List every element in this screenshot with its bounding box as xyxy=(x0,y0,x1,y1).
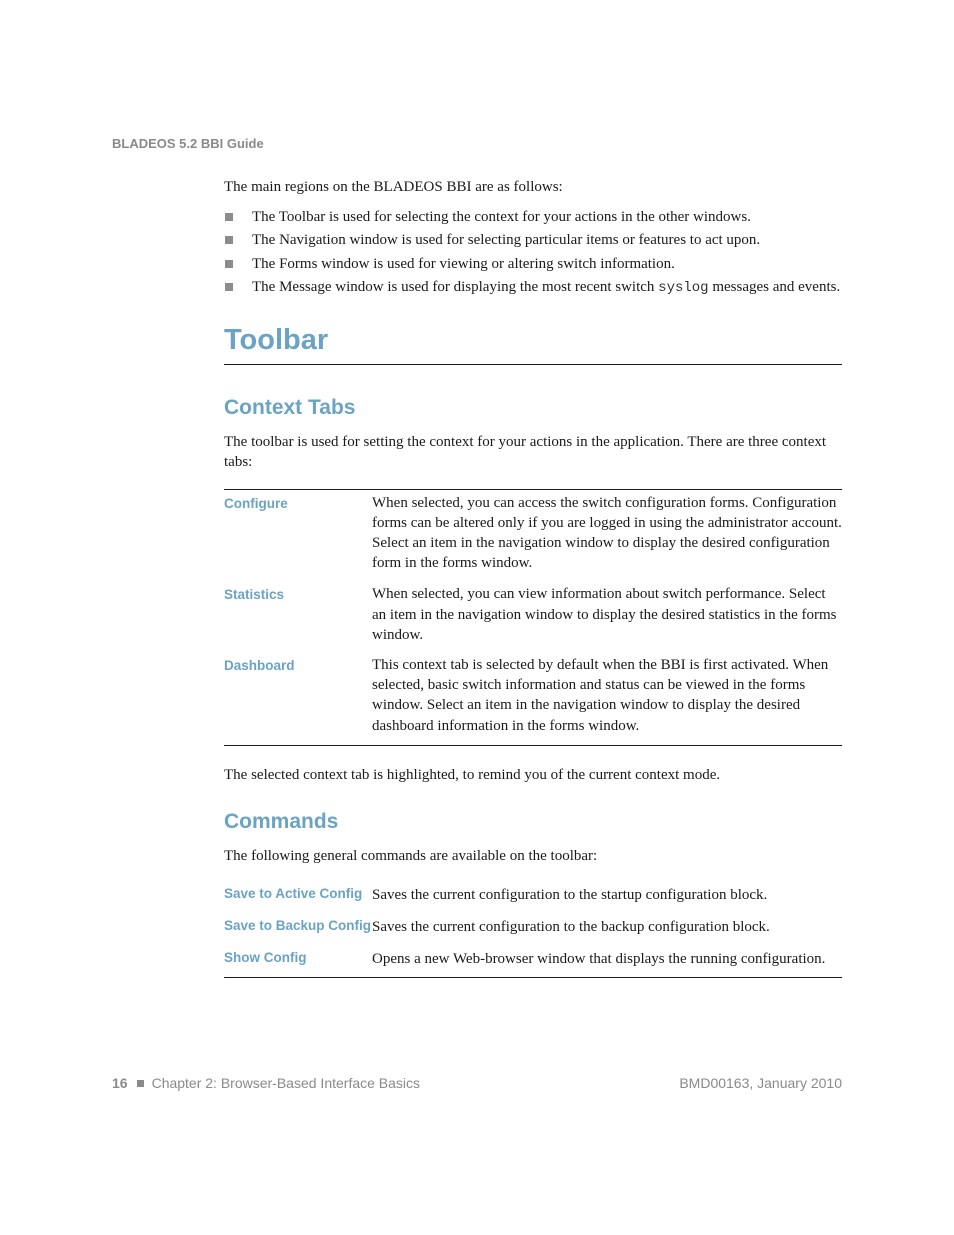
square-bullet-icon xyxy=(225,283,233,291)
description-save-to-backup-config: Saves the current configuration to the backup configuration block. xyxy=(372,918,770,935)
term-show-config: Show Config xyxy=(224,950,307,966)
list-item xyxy=(224,254,842,275)
description-save-to-active-config: Saves the current configuration to the startup configuration block. xyxy=(372,886,768,903)
square-bullet-icon xyxy=(225,260,233,268)
list-item xyxy=(224,230,842,251)
commands-table xyxy=(224,880,842,979)
square-bullet-icon xyxy=(225,236,233,244)
term-save-to-active-config: Save to Active Config xyxy=(224,885,363,901)
list-item xyxy=(224,277,842,299)
description-statistics: When selected, you can view information about switch performance. Select an item in the navigation window to display the desired statistics in the forms window. xyxy=(372,586,837,643)
list-item-text-after: messages and events. xyxy=(708,279,841,295)
list-item-text: The Toolbar is used for selecting the context for your actions in the other windows. xyxy=(252,208,751,225)
commands-intro: The following general commands are available on the toolbar: xyxy=(224,848,598,865)
description-configure: When selected, you can access the switch configuration forms. Configuration forms can be altered only if you are logged in using the administrator account. Select an item in the navigation window to display the desired configuration form in the forms window. xyxy=(372,494,842,572)
table-row xyxy=(224,645,842,745)
toolbar-heading: Toolbar xyxy=(224,322,842,365)
table-row xyxy=(224,573,842,645)
square-bullet-icon xyxy=(225,213,233,221)
page-content xyxy=(224,177,842,978)
list-item-text: The Navigation window is used for selecting particular items or features to act upon. xyxy=(252,232,761,248)
description-dashboard: This context tab is selected by default when the BBI is first activated. When selected, basic switch information and status can be viewed in the forms window. Select an item in the navigation window to display the desired dashboard information in the forms window. xyxy=(372,656,829,734)
commands-heading: Commands xyxy=(224,810,339,834)
term-dashboard: Dashboard xyxy=(224,657,295,673)
term-save-to-backup-config: Save to Backup Config xyxy=(224,917,372,933)
list-item xyxy=(224,207,842,228)
document-id: BMD00163, January 2010 xyxy=(679,1075,842,1091)
table-row xyxy=(224,489,842,573)
square-separator-icon xyxy=(137,1080,144,1087)
list-item-text: The Forms window is used for viewing or altering switch information. xyxy=(252,255,675,272)
context-tabs-heading: Context Tabs xyxy=(224,395,356,419)
regions-list xyxy=(224,207,842,299)
chapter-title: Chapter 2: Browser-Based Interface Basics xyxy=(151,1075,421,1091)
context-tabs-table xyxy=(224,489,842,746)
table-row xyxy=(224,905,842,937)
term-statistics: Statistics xyxy=(224,587,285,603)
page-number: 16 xyxy=(112,1075,128,1091)
list-item-text-before: The Message window is used for displaying the most recent switch xyxy=(252,279,659,295)
table-row xyxy=(224,937,842,978)
description-show-config: Opens a new Web-browser window that displays the running configuration. xyxy=(372,951,826,968)
footer-left xyxy=(112,1075,420,1091)
term-configure: Configure xyxy=(224,495,288,511)
context-tabs-note: The selected context tab is highlighted, to remind you of the current context mode. xyxy=(224,766,721,783)
context-tabs-intro: The toolbar is used for setting the context for your actions in the application. There are three context tabs: xyxy=(224,433,827,470)
intro-paragraph: The main regions on the BLADEOS BBI are as follows: xyxy=(224,179,563,195)
syslog-code: syslog xyxy=(658,280,709,296)
table-row xyxy=(224,880,842,905)
running-header: BLADEOS 5.2 BBI Guide xyxy=(112,136,264,151)
